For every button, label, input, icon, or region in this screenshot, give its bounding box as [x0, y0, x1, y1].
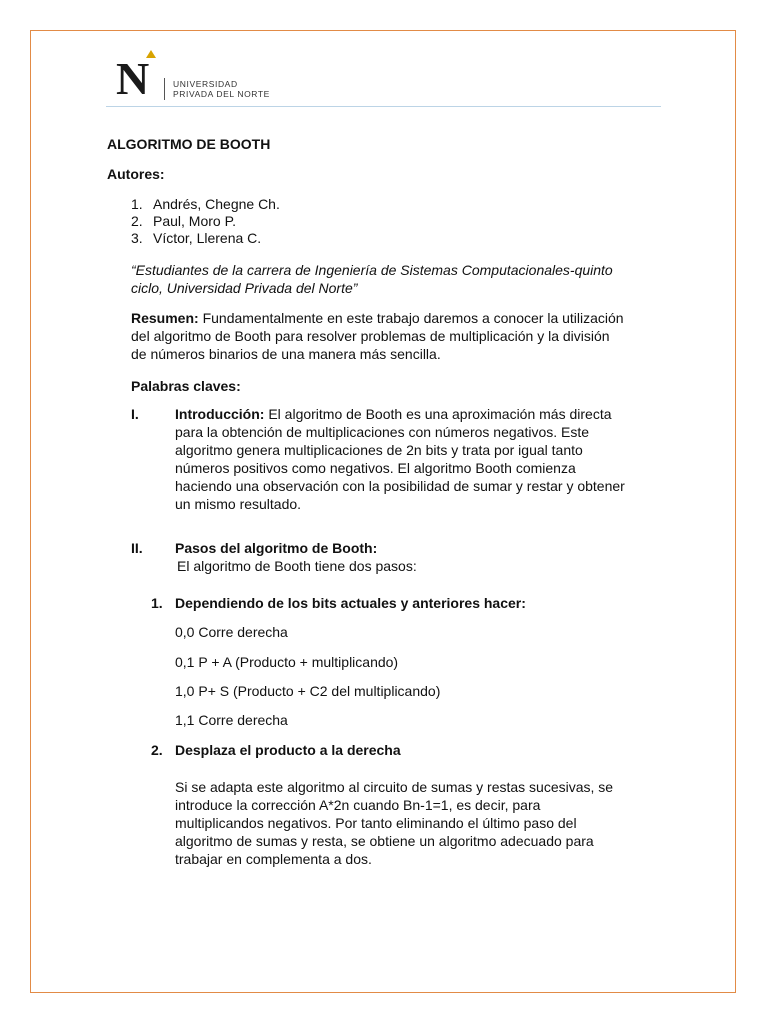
step-item: 0,1 P + A (Producto + multiplicando): [175, 654, 399, 670]
affiliation-line: “Estudiantes de la carrera de Ingeniería de Sistemas Computacionales-quinto: [131, 262, 613, 278]
university-name-line2: PRIVADA DEL NORTE: [173, 89, 270, 99]
step-text: trabajar en complementa a dos.: [175, 851, 372, 867]
document-header: [106, 50, 661, 108]
section-numeral: I.: [131, 406, 139, 422]
section-introduction: [175, 405, 665, 513]
section-text: un mismo resultado.: [175, 496, 302, 512]
university-logo: N: [116, 53, 150, 104]
authors-list: [131, 196, 280, 247]
author-item: 1. Andrés, Chegne Ch.: [131, 196, 280, 212]
keywords-label: Palabras claves:: [131, 378, 241, 394]
logo-separator: [164, 78, 165, 100]
step-title: Desplaza el producto a la derecha: [175, 742, 401, 758]
university-name: [173, 79, 270, 99]
section-title: Pasos del algoritmo de Booth:: [175, 540, 378, 556]
summary-text: del algoritmo de Booth para resolver problemas de multiplicación y la división: [131, 328, 610, 344]
section-text: números positivos como negativos. El algoritmo Booth comienza: [175, 460, 576, 476]
step-title: Dependiendo de los bits actuales y anteriores hacer:: [175, 595, 526, 611]
step-description: [175, 778, 665, 868]
step-text: introduce la corrección A*2n cuando Bn-1=1, es decir, para: [175, 797, 541, 813]
section-title: Introducción:: [175, 406, 265, 422]
author-item: 2. Paul, Moro P.: [131, 213, 237, 229]
step-text: multiplicandos negativos. Por tanto eliminando el último paso del: [175, 815, 577, 831]
section-text: haciendo una observación con la posibilidad de sumar y restar y obtener: [175, 478, 625, 494]
summary-label: Resumen:: [131, 310, 199, 326]
affiliation-line: ciclo, Universidad Privada del Norte”: [131, 280, 358, 296]
summary-text: Fundamentalmente en este trabajo daremos a conocer la utilización: [202, 310, 624, 326]
step-item: 1,0 P+ S (Producto + C2 del multiplicando): [175, 683, 441, 699]
step-item: 1,1 Corre derecha: [175, 712, 288, 728]
authors-label: Autores:: [107, 166, 165, 182]
document-title: ALGORITMO DE BOOTH: [107, 136, 271, 152]
step-text: algoritmo de sumas y resta, se obtiene un algoritmo adecuado para: [175, 833, 594, 849]
section-text: algoritmo genera multiplicaciones de 2n bits y trata por igual tanto: [175, 442, 583, 458]
section-text: El algoritmo de Booth tiene dos pasos:: [177, 558, 417, 574]
summary: [131, 309, 671, 363]
step-text: Si se adapta este algoritmo al circuito de sumas y restas sucesivas, se: [175, 779, 614, 795]
step-number: 2.: [151, 742, 163, 758]
step-item: 0,0 Corre derecha: [175, 624, 288, 640]
section-text: para la obtención de multiplicaciones con números negativos. Este: [175, 424, 590, 440]
section-numeral: II.: [131, 540, 143, 556]
section-steps: [175, 539, 665, 575]
university-name-line1: UNIVERSIDAD: [173, 79, 238, 89]
step-number: 1.: [151, 595, 163, 611]
author-item: 3. Víctor, Llerena C.: [131, 230, 262, 246]
summary-text: de números binarios de una manera más sencilla.: [131, 346, 441, 362]
section-text: El algoritmo de Booth es una aproximación más directa: [268, 406, 612, 422]
affiliation: [131, 261, 671, 297]
header-rule: [106, 106, 661, 107]
